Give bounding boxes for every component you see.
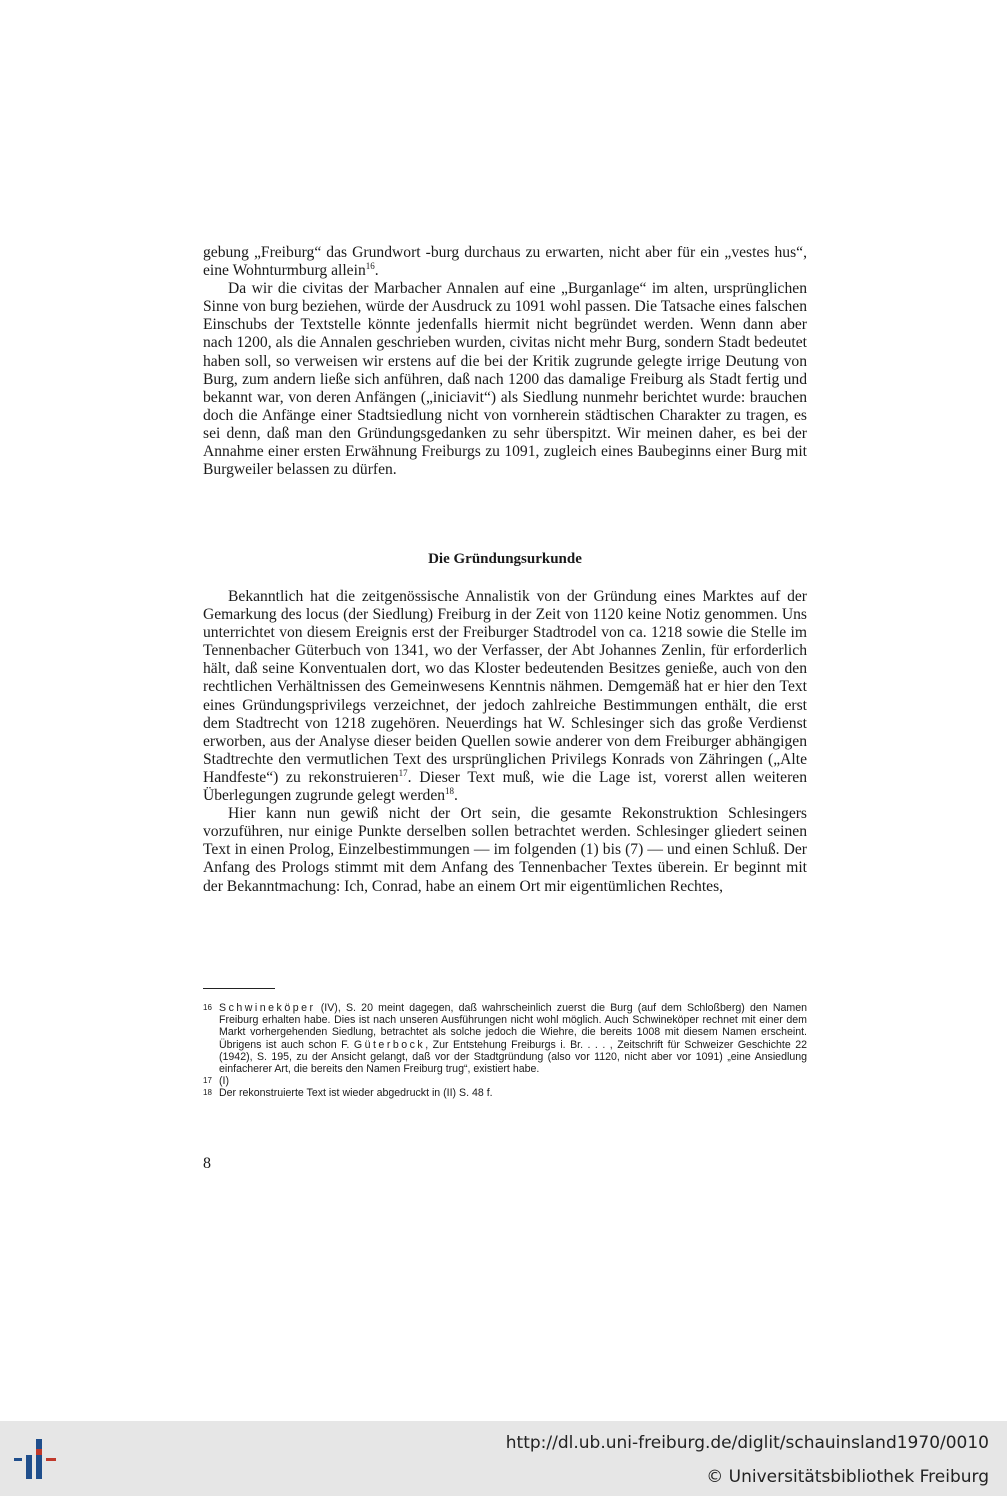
footnote-17: 17 (I) — [203, 1075, 229, 1088]
library-logo-icon — [14, 1437, 62, 1481]
footnote-18: 18 Der rekonstruierte Text ist wieder abgedruckt in (II) S. 48 f. — [203, 1087, 493, 1100]
paragraph-2: Da wir die civitas der Marbacher Annalen auf eine „Burganlage“ im alten, ursprünglichen Sinne von burg beziehen, würde der Ausdruck zu 1091 wohl passen. Die Tatsache eines falschen Einschubs der Textstelle könnte jedenfalls hiermit nicht begründet werden. Wenn dann aber nach 1200, als die Annalen geschrieben wurden, civitas nicht mehr Burg, sondern Stadt bedeutet haben soll, so verweisen wir erstens auf die bei der Kritik zugrunde gelegte irrige Deutung von Burg, zum andern ließe sich anführen, daß nach 1200 das damalige Freiburg als Stadt fertig und bekannt war, von deren Anfängen („iniciavit“) als Siedlung nunmehr berichtet wurde: brauchen doch die Anfänge einer Stadtsiedlung nicht von vornherein städtischen Charakter zu tragen, es sei denn, daß man den Gründungsgedanken zu sehr überspitzt. Wir meinen daher, es bei der Annahme einer ersten Erwähnung Freiburgs zu 1091, zugleich eines Baubeginns einer Burg mit Burgweiler belassen zu dürfen. — [203, 280, 807, 479]
paragraph-3: Bekanntlich hat die zeitgenössische Annalistik von der Gründung eines Marktes auf der Gemarkung des locus (der Siedlung) Freiburg in der Zeit von 1120 keine Notiz genommen. Uns unterrichtet von diesem Ereignis erst der Freiburger Stadtrodel von ca. 1218 sowie die Stelle im Tennenbacher Güterbuch von 1341, wo der Verfasser, der Abt Johannes Zenlin, für erforderlich hält, daß seine Konventualen dort, wo das Kloster bedeutenden Besitzes genieße, auch von den rechtlichen Verhältnissen des Gemeinwesens Kenntnis nähmen. Demgemäß hat er hier den Text eines Gründungsprivilegs verzeichnet, der jedoch zahlreiche Bestimmungen enthält, die erst dem Stadtrecht von 1218 zugehören. Neuerdings hat W. Schlesinger sich das große Verdienst erworben, aus der Analyse dieser beiden Quellen sowie anderer von dem Freiburger abhängigen Stadtrechte den vermutlichen Text des ursprünglichen Privilegs Konrads von Zähringen („Alte Handfeste“) zu rekonstruieren$^{17}$. Dieser Text muß, wie die Lage ist, vorerst allen weiteren Überlegungen zugrunde gelegt werden$^{18}$. — [203, 588, 807, 805]
body-text-top — [203, 244, 807, 479]
library-footer — [0, 1421, 1007, 1496]
section-heading: Die Gründungsurkunde — [428, 551, 582, 567]
footnote-divider — [203, 988, 275, 989]
paragraph-1: gebung „Freiburg“ das Grundwort -burg durchaus zu erwarten, nicht aber für ein „vestes hus“, eine Wohnturmburg allein$^{16}$. — [203, 244, 807, 280]
footnotes — [203, 1002, 807, 1100]
copyright-text: © Universitätsbibliothek Freiburg — [706, 1467, 989, 1487]
body-text-main — [203, 588, 807, 896]
document-url-link[interactable]: http://dl.ub.uni-freiburg.de/diglit/schauinsland1970/0010 — [505, 1433, 989, 1453]
page-number: 8 — [203, 1155, 211, 1172]
footnote-16: 16 Schwineköper (IV), S. 20 meint dagegen, daß wahrscheinlich zuerst die Burg (auf dem Schloßberg) den Namen Freiburg erhalten habe. Dies ist nach unseren Ausführungen nicht wohl möglich. Auch Schwineköper rechnet mit einer dem Markt vorhergehenden Siedlung, betrachtet als solche jedoch die Wiehre, die bereits 1008 mit diesem Namen erscheint. Übrigens ist auch schon F. Güterbock, Zur Entstehung Freiburgs i. Br. . . . , Zeitschrift für Schweizer Geschichte 22 (1942), S. 195, zu der Ansicht gelangt, daß vor der Stadtgründung (also vor 1120, nicht aber vor 1091) „eine Ansiedlung einfacherer Art, die bereits den Namen Freiburg trug“, existiert habe. — [203, 1002, 808, 1076]
paragraph-4: Hier kann nun gewiß nicht der Ort sein, die gesamte Rekonstruktion Schlesingers vorzuführen, nur einige Punkte derselben sollen betrachtet werden. Schlesinger gliedert seinen Text in einen Prolog, Einzelbestimmungen — im folgenden (1) bis (7) — und einen Schluß. Der Anfang des Prologs stimmt mit dem Anfang des Tennenbacher Textes überein. Er beginnt mit der Bekanntmachung: Ich, Conrad, habe an einem Ort mir eigentümlichen Rechtes, — [203, 805, 807, 895]
